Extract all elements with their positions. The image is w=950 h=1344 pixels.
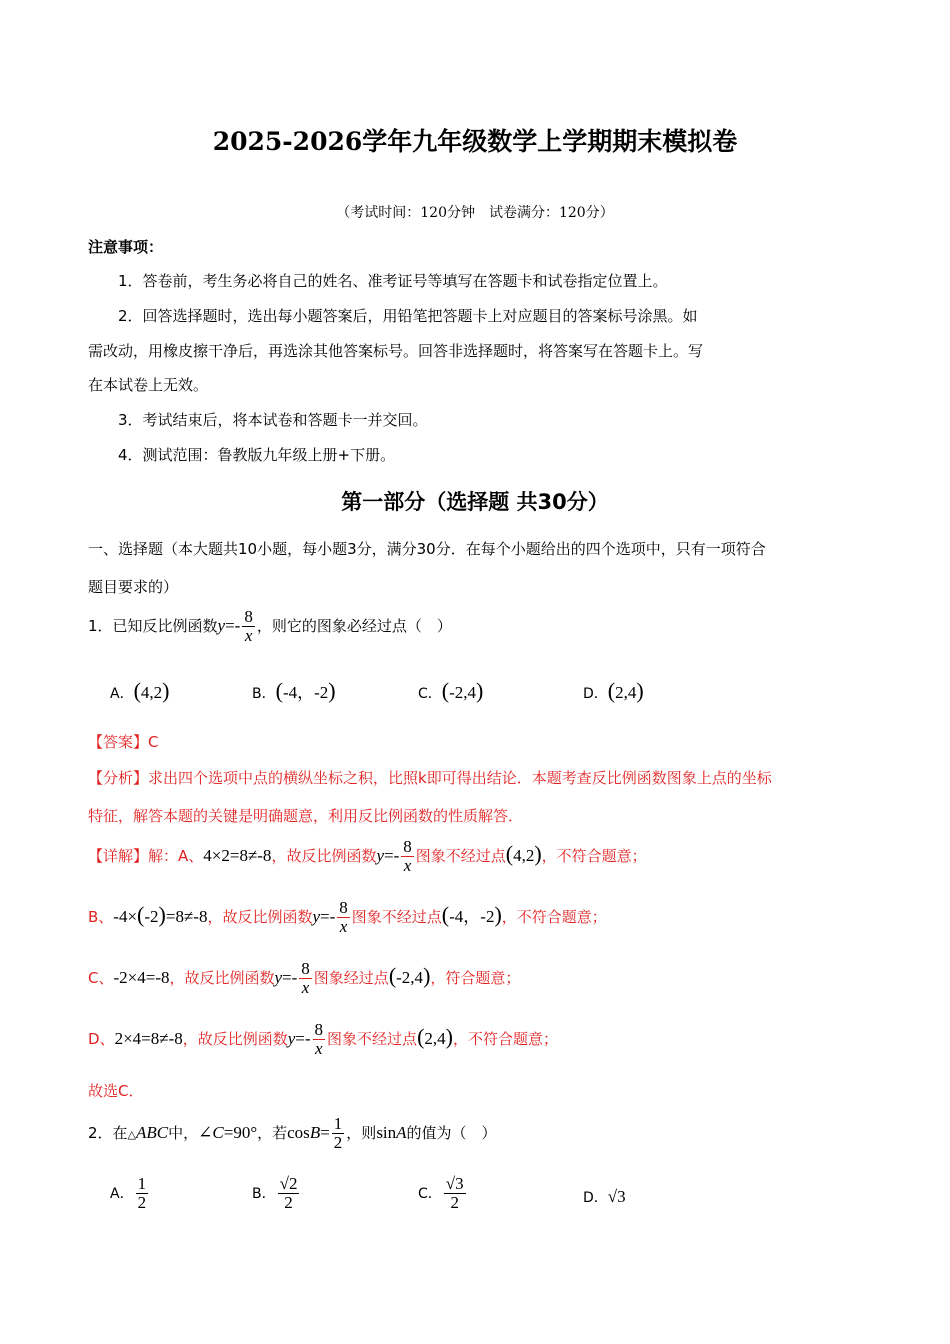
option-label: D．	[583, 686, 608, 702]
q2-prefix: 2．在	[88, 1123, 128, 1142]
notes-heading: 注意事项：	[88, 238, 164, 256]
point-a: 4,2	[513, 845, 535, 865]
part1-intro-line-2: 题目要求的）	[88, 578, 179, 596]
label-b: B、	[88, 907, 114, 926]
q2-eq: =	[320, 1122, 330, 1142]
exam-time-subtitle: （考试时间：120分钟 试卷满分：120分）	[336, 205, 614, 221]
fraction-numerator: 8	[314, 1020, 324, 1039]
point-b: -4，-2	[449, 906, 495, 926]
option-denominator: 2	[450, 1192, 459, 1212]
q1-detail-c: C、-2×4=-8，故反比例函数y=- $\frac{8}{x}$ 图象经过点(-2,4)，符合题意；	[88, 959, 521, 997]
note-4: 4．测试范围：鲁教版九年级上册+下册。	[118, 446, 396, 464]
note-2-line-1: 2．回答选择题时，选出每小题答案后，用铅笔把答题卡上对应题目的答案标号涂黑。如	[118, 307, 698, 325]
paper-title: 2025-2026学年九年级数学上学期期末模拟卷	[212, 127, 738, 156]
tail-a: ，不符合题意；	[541, 846, 647, 865]
point-d: 2,4	[424, 1028, 446, 1048]
func-lhs: y	[312, 906, 321, 926]
calc-b-2: -2	[144, 906, 159, 926]
note-1: 1．答卷前，考生务必将自己的姓名、准考证号等填写在答题卡和试卷指定位置上。	[118, 272, 668, 290]
q1-analysis-line-2: 特征，解答本题的关键是明确题意，利用反比例函数的性质解答．	[88, 807, 524, 825]
tail-b: ，不符合题意；	[501, 907, 607, 926]
q1-detail-b: B、-4×(-2)=8≠-8，故反比例函数y=- $\frac{8}{x}$ 图象不经过点(-4，-2)，不符合题意；	[88, 898, 607, 936]
calc-c: -2×4=-8	[113, 967, 170, 987]
q1-prefix: 1．已知反比例函数	[88, 616, 218, 635]
q1-option-a[interactable]: A．(4,2)	[110, 678, 170, 703]
fraction-numerator: 8	[403, 837, 412, 856]
tail-pre-c: 图象经过点	[313, 968, 389, 987]
q2-mid1: 中，	[168, 1123, 199, 1142]
q2-c: C	[212, 1122, 224, 1142]
note-2-line-2: 需改动，用橡皮擦干净后，再选涂其他答案标号。回答非选择题时，将答案写在答题卡上。写	[88, 342, 704, 360]
question-2-stem	[88, 1115, 497, 1152]
q1-fraction	[242, 608, 255, 645]
q1-detail-d: D、2×4=8≠-8，故反比例函数y=- $\frac{8}{x}$ 图象不经过点(2,4)，不符合题意；	[88, 1020, 558, 1058]
option-label: C．	[418, 1185, 442, 1202]
q1-option-c[interactable]: C．(-2,4)	[418, 678, 484, 703]
section-title: 第一部分（选择题 共30分）	[341, 490, 609, 514]
option-fraction	[278, 1175, 300, 1212]
option-label: D．	[583, 1190, 608, 1206]
option-numerator: 1	[137, 1174, 147, 1193]
fraction-numerator: 8	[301, 959, 310, 978]
q2-fraction	[332, 1115, 345, 1152]
calc-a: 4×2=8≠-8	[203, 845, 272, 865]
func-lhs: y	[287, 1028, 296, 1048]
option-denominator: 2	[284, 1192, 293, 1212]
option-value: -2,4	[449, 683, 477, 702]
q1-answer: 【答案】C	[88, 733, 159, 751]
option-value: -4，-2	[282, 683, 329, 702]
q2-a: A	[396, 1122, 407, 1142]
label-c: C、	[88, 968, 114, 987]
fraction-denominator: x	[339, 916, 348, 936]
fraction-denominator: x	[315, 1038, 323, 1058]
func-lhs: y	[274, 967, 283, 987]
q2-b: B	[309, 1122, 321, 1142]
q1-option-d[interactable]: D．(2,4)	[583, 678, 644, 703]
note-2-line-3: 在本试卷上无效。	[88, 376, 209, 394]
q2-option-d[interactable]	[583, 1187, 626, 1207]
func-eq: =-	[384, 845, 400, 865]
func-eq: =-	[282, 967, 298, 987]
text-d: ，故反比例函数	[182, 1029, 288, 1048]
q2-suffix: 的值为（ ）	[406, 1123, 497, 1142]
part1-intro-line-1: 一、选择题（本大题共10小题，每小题3分，满分30分．在每个小题给出的四个选项中，只有一项符合	[88, 540, 766, 558]
q2-abc: ABC	[136, 1122, 169, 1142]
option-fraction	[136, 1175, 149, 1212]
angle-icon: ∠	[198, 1122, 213, 1142]
option-fraction	[444, 1175, 466, 1212]
option-denominator: 2	[137, 1192, 147, 1212]
calc-d: 2×4=8≠-8	[114, 1028, 183, 1048]
option-numerator: √2	[279, 1174, 298, 1193]
func-eq: =-	[295, 1028, 311, 1048]
func-fraction	[299, 960, 312, 997]
func-fraction	[337, 899, 350, 936]
text-b: ，故反比例函数	[207, 907, 313, 926]
point-c: -2,4	[396, 967, 424, 987]
q2-option-a[interactable]	[110, 1175, 150, 1212]
func-fraction	[313, 1021, 326, 1058]
option-value: 4,2	[140, 683, 163, 702]
option-label: B．	[252, 686, 276, 702]
q2-sin: sin	[376, 1122, 397, 1142]
q1-denominator: x	[244, 625, 253, 645]
q1-option-b[interactable]: B．(-4，-2)	[252, 678, 336, 703]
q2-denominator: 2	[333, 1132, 343, 1152]
q1-numerator: 8	[244, 607, 253, 626]
option-label: B．	[252, 1185, 276, 1202]
tail-d: ，不符合题意；	[452, 1029, 558, 1048]
option-label: A．	[110, 686, 134, 702]
label-d: D、	[88, 1029, 115, 1048]
q2-eq90: =90°	[223, 1122, 258, 1142]
text-a: ，故反比例函数	[271, 846, 377, 865]
q1-analysis-line-1: 【分析】求出四个选项中点的横纵坐标之积，比照k即可得出结论．本题考查反比例函数图象上点的坐标	[88, 769, 772, 787]
fraction-denominator: x	[403, 855, 412, 875]
func-fraction	[401, 838, 414, 875]
q2-mid3: ，则	[346, 1123, 377, 1142]
detail-head: 【详解】解：A、	[88, 846, 204, 865]
q2-option-b[interactable]	[252, 1175, 301, 1212]
option-label: C．	[418, 686, 442, 702]
option-value: 2,4	[615, 683, 637, 702]
fraction-denominator: x	[301, 977, 310, 997]
option-label: A．	[110, 1185, 134, 1202]
q1-suffix: ，则它的图象必经过点（ ）	[256, 616, 452, 635]
text-c: ，故反比例函数	[169, 968, 275, 987]
q1-func-lhs: y	[217, 615, 226, 635]
note-3: 3．考试结束后，将本试卷和答题卡一并交回。	[118, 411, 428, 429]
calc-b-3: =8≠-8	[165, 906, 208, 926]
tail-c: ，符合题意；	[430, 968, 521, 987]
option-value: √3	[607, 1187, 626, 1206]
option-numerator: √3	[445, 1174, 464, 1193]
fraction-numerator: 8	[339, 898, 348, 917]
func-eq: =-	[320, 906, 336, 926]
q2-cos: cos	[287, 1122, 310, 1142]
calc-b-1: -4×	[113, 906, 138, 926]
triangle-icon: △	[127, 1127, 137, 1141]
tail-pre-a: 图象不经过点	[415, 846, 506, 865]
q1-eq: =-	[225, 615, 241, 635]
q2-mid2: ，若	[257, 1123, 288, 1142]
q1-detail-a: 【详解】解：A、4×2=8≠-8，故反比例函数y=- $\frac{8}{x}$ 图象不经过点(4,2)，不符合题意；	[88, 837, 647, 875]
q2-option-c[interactable]	[418, 1175, 468, 1212]
func-lhs: y	[376, 845, 384, 865]
question-1-stem	[88, 608, 452, 645]
tail-pre-d: 图象不经过点	[327, 1029, 418, 1048]
q2-numerator: 1	[333, 1114, 343, 1133]
tail-pre-b: 图象不经过点	[351, 907, 442, 926]
q1-conclusion: 故选C．	[88, 1082, 144, 1100]
